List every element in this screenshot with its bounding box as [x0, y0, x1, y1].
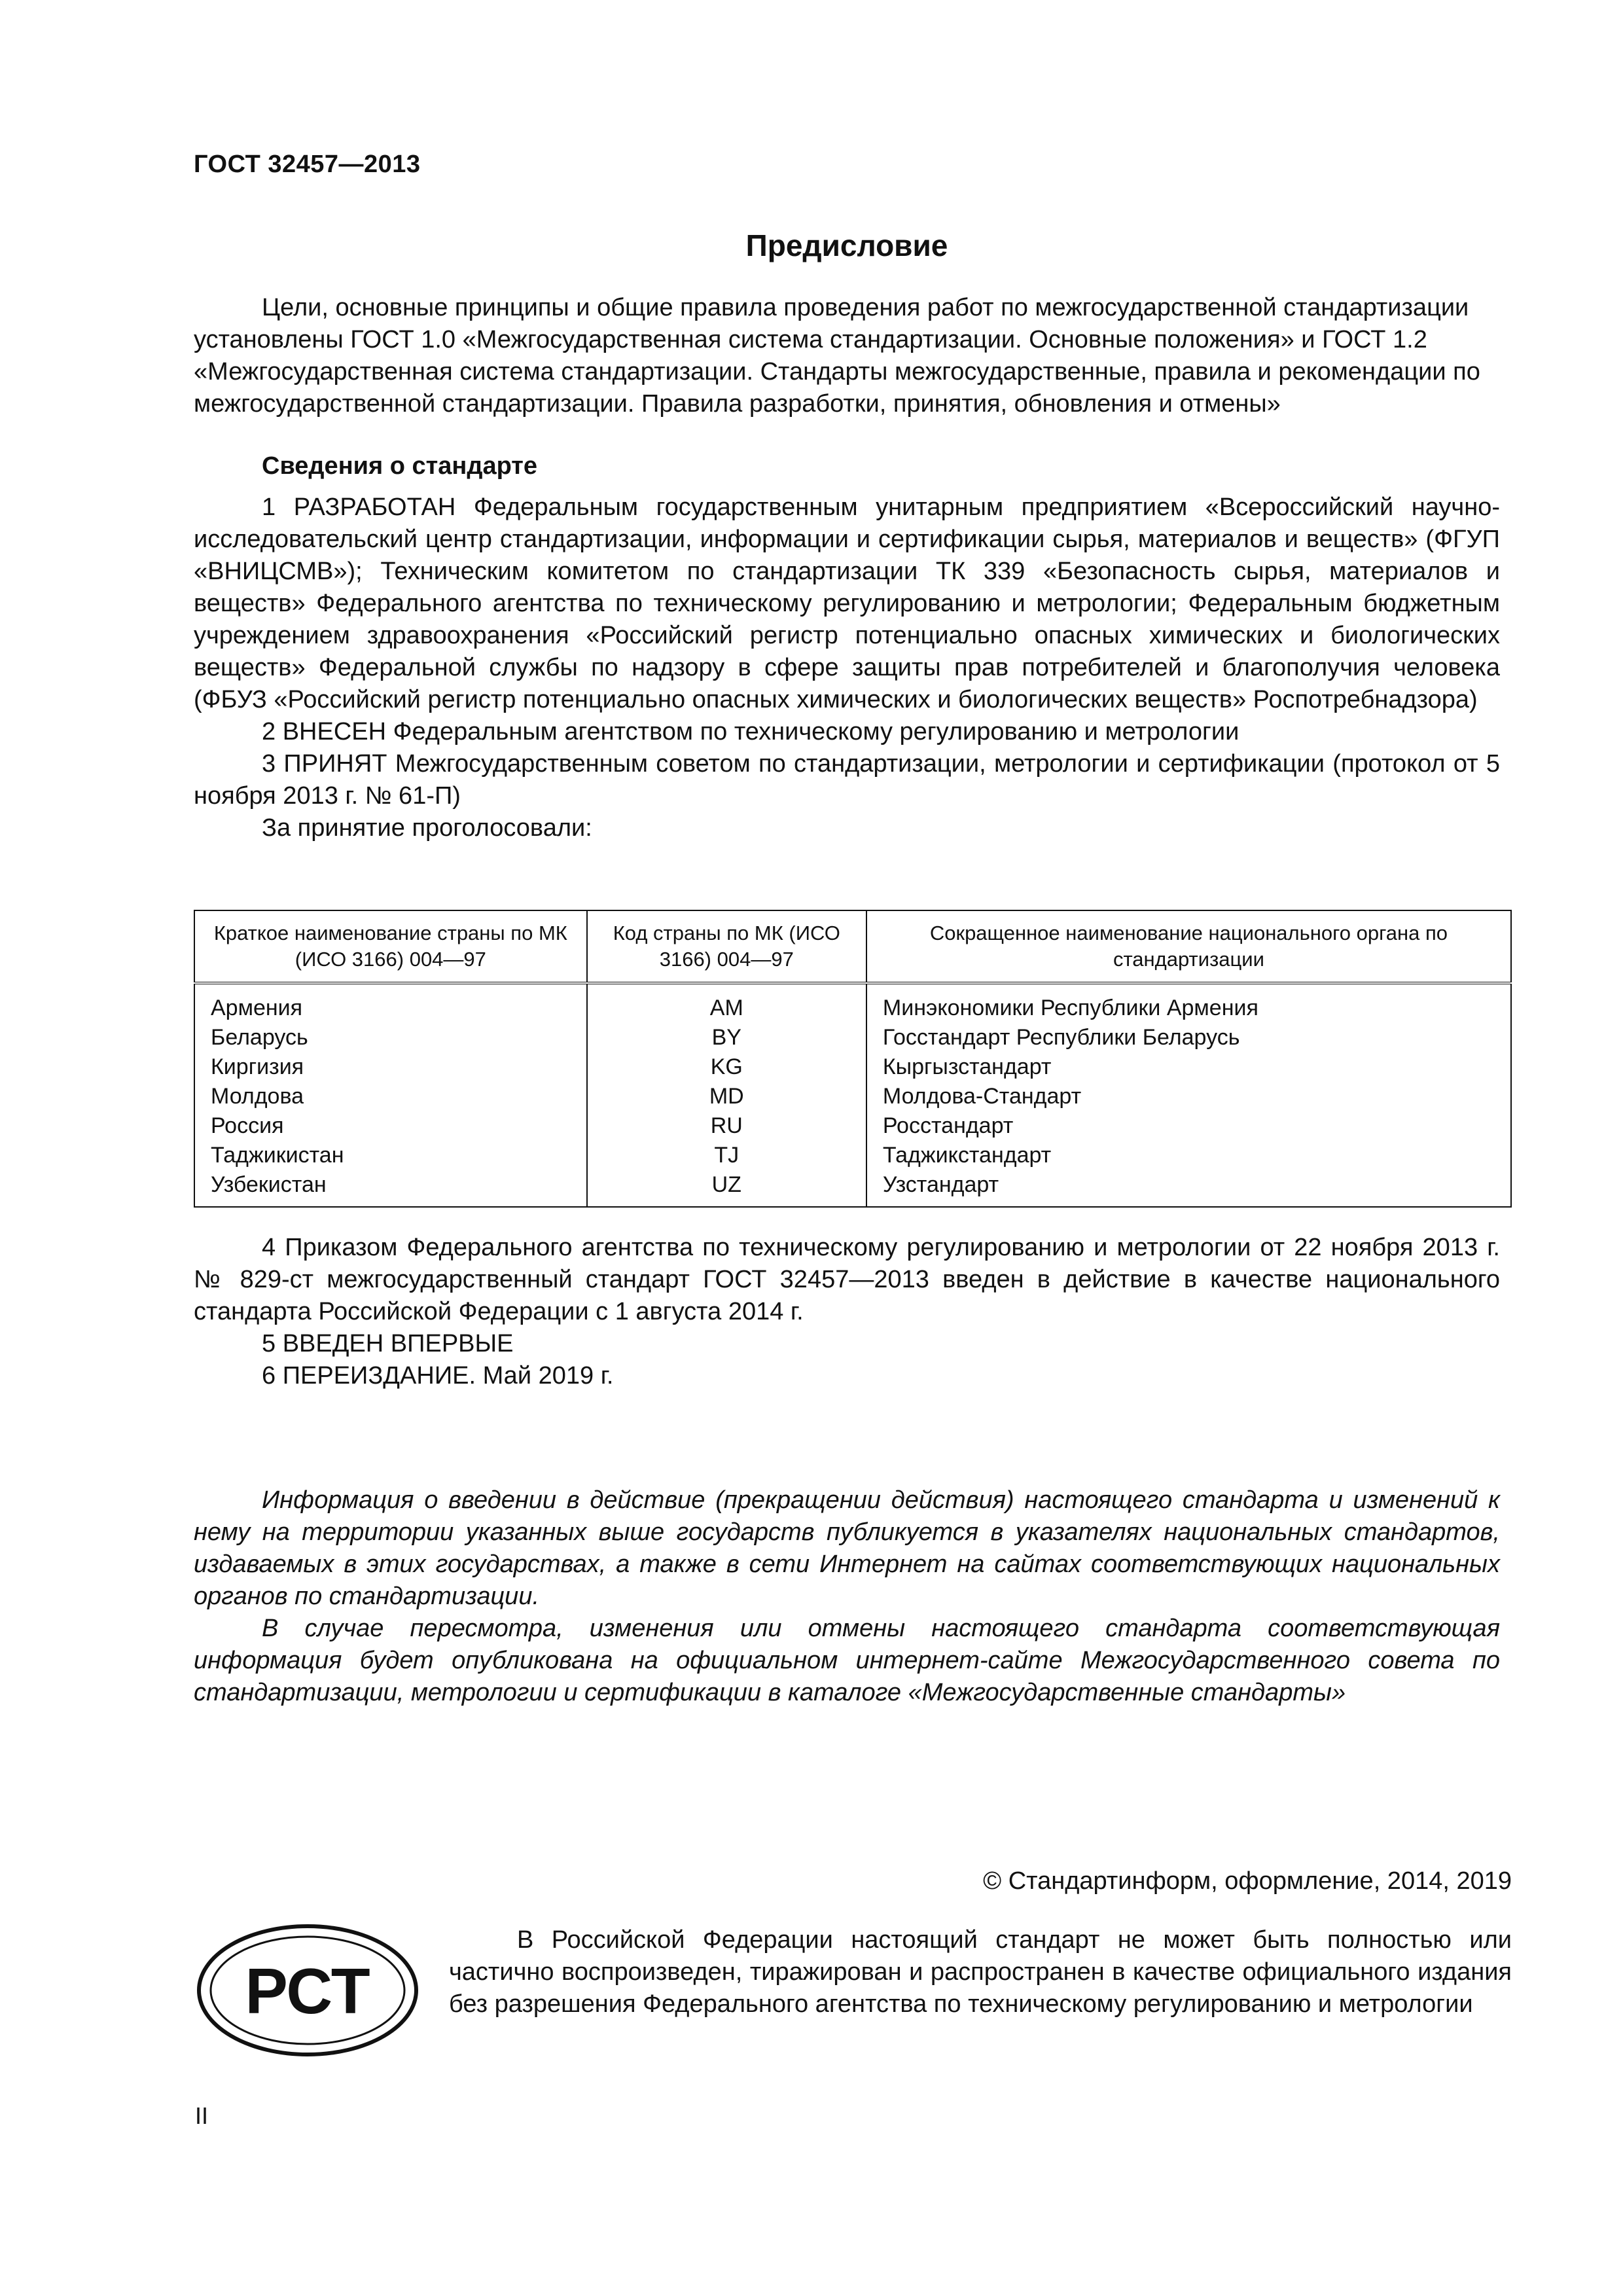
page-number: II	[195, 2102, 209, 2129]
org-cell: Молдова-Стандарт	[866, 1082, 1511, 1111]
table-row	[194, 1170, 1511, 1207]
rst-certification-mark-icon	[195, 1922, 420, 2062]
votes-intro: За принятие проголосовали:	[262, 814, 592, 842]
column-header-code: Код страны по МК (ИСО 3166) 004—97	[587, 910, 866, 983]
table-row	[194, 983, 1511, 1023]
note-paragraph-1: Информация о введении в действие (прекращении действия) настоящего стандарта и изменений к нему на территории указанных выше государств публикуется в указателях национальных стандартов, издаваемых в этих государствах, а также в сети Интернет на сайтах соответствующих национальных органов по стандартизации.	[194, 1486, 1500, 1610]
votes-table	[194, 910, 1512, 1208]
column-header-org: Сокращенное наименование национального органа по стандартизации	[866, 910, 1511, 983]
org-cell: Кыргызстандарт	[866, 1052, 1511, 1082]
org-cell: Минэкономики Республики Армения	[866, 983, 1511, 1023]
code-cell: TJ	[587, 1141, 866, 1170]
code-cell: BY	[587, 1023, 866, 1052]
standard-info-item-5: 5 ВВЕДЕН ВПЕРВЫЕ	[262, 1330, 514, 1357]
document-code: ГОСТ 32457—2013	[194, 151, 421, 178]
country-cell: Россия	[194, 1111, 587, 1141]
country-cell: Молдова	[194, 1082, 587, 1111]
table-row	[194, 1023, 1511, 1052]
table-row	[194, 1141, 1511, 1170]
country-cell: Таджикистан	[194, 1141, 587, 1170]
post-table-section	[194, 1232, 1500, 1392]
rst-logo-graphic	[195, 1922, 420, 2059]
rights-paragraph: В Российской Федерации настоящий стандарт не может быть полностью или частично воспроизведен, тиражирован и распространен в качестве официального издания без разрешения Федерального агентства по техническому регулированию и метрологии	[449, 1926, 1512, 2018]
code-cell: RU	[587, 1111, 866, 1141]
preface-text	[194, 292, 1500, 420]
code-cell: MD	[587, 1082, 866, 1111]
country-cell: Узбекистан	[194, 1170, 587, 1207]
page-title: Предисловие	[745, 228, 948, 262]
standard-info-heading: Сведения о стандарте	[262, 452, 538, 480]
standard-info-item-2: 2 ВНЕСЕН Федеральным агентством по техническому регулированию и метрологии	[262, 718, 1240, 745]
standard-info-item-1: 1 РАЗРАБОТАН Федеральным государственным унитарным предприятием «Всероссийский научно-исследовательский центр стандартизации, информации и сертификации сырья, материалов и веществ» (ФГУП «ВНИЦСМВ»); Техническим комитетом по стандартизации ТК 339 «Безопасность сырья, материалов и веществ» Федерального агентства по техническому регулированию и метрологии; Федеральным бюджетным учреждением здравоохранения «Российский регистр потенциально опасных химических и биологических веществ» Федеральной службы по надзору в сфере защиты прав потребителей и благополучия человека (ФБУЗ «Российский регистр потенциально опасных химических и биологических веществ» Роспотребнадзора)	[194, 493, 1500, 713]
standard-info-section	[194, 450, 1500, 844]
column-header-country: Краткое наименование страны по МК (ИСО 3166) 004—97	[194, 910, 587, 983]
standard-info-item-3: 3 ПРИНЯТ Межгосударственным советом по стандартизации, метрологии и сертификации (протокол от 5 ноября 2013 г. № 61-П)	[194, 750, 1500, 810]
org-cell: Росстандарт	[866, 1111, 1511, 1141]
table-row	[194, 1111, 1511, 1141]
code-cell: KG	[587, 1052, 866, 1082]
country-cell: Армения	[194, 983, 587, 1023]
standard-info-item-6: 6 ПЕРЕИЗДАНИЕ. Май 2019 г.	[262, 1362, 614, 1390]
org-cell: Узстандарт	[866, 1170, 1511, 1207]
italic-notes	[194, 1484, 1500, 1709]
org-cell: Госстандарт Республики Беларусь	[866, 1023, 1511, 1052]
rights-notice	[449, 1924, 1512, 2020]
code-cell: AM	[587, 983, 866, 1023]
copyright-line: © Стандартинформ, оформление, 2014, 2019	[983, 1867, 1512, 1895]
standard-info-item-4: 4 Приказом Федерального агентства по техническому регулированию и метрологии от 22 ноября 2013 г. № 829-ст межгосударственный стандарт ГОСТ 32457—2013 введен в действие в качестве национального стандарта Российской Федерации с 1 августа 2014 г.	[194, 1234, 1500, 1325]
country-cell: Беларусь	[194, 1023, 587, 1052]
preface-paragraph: Цели, основные принципы и общие правила проведения работ по межгосударственной стандартизации установлены ГОСТ 1.0 «Межгосударственная система стандартизации. Основные положения» и ГОСТ 1.2 «Межгосударственная система стандартизации. Стандарты межгосударственные, правила и рекомендации по межгосударственной стандартизации. Правила разработки, принятия, обновления и отмены»	[194, 294, 1480, 418]
code-cell: UZ	[587, 1170, 866, 1207]
org-cell: Таджикстандарт	[866, 1141, 1511, 1170]
table-row	[194, 1082, 1511, 1111]
rst-logo-text: РСТ	[245, 1955, 370, 2027]
table-row	[194, 1052, 1511, 1082]
votes-table-header-row	[194, 910, 1511, 983]
country-cell: Киргизия	[194, 1052, 587, 1082]
note-paragraph-2: В случае пересмотра, изменения или отмены настоящего стандарта соответствующая информация будет опубликована на официальном интернет-сайте Межгосударственного совета по стандартизации, метрологии и сертификации в каталоге «Межгосударственные стандарты»	[194, 1615, 1500, 1706]
